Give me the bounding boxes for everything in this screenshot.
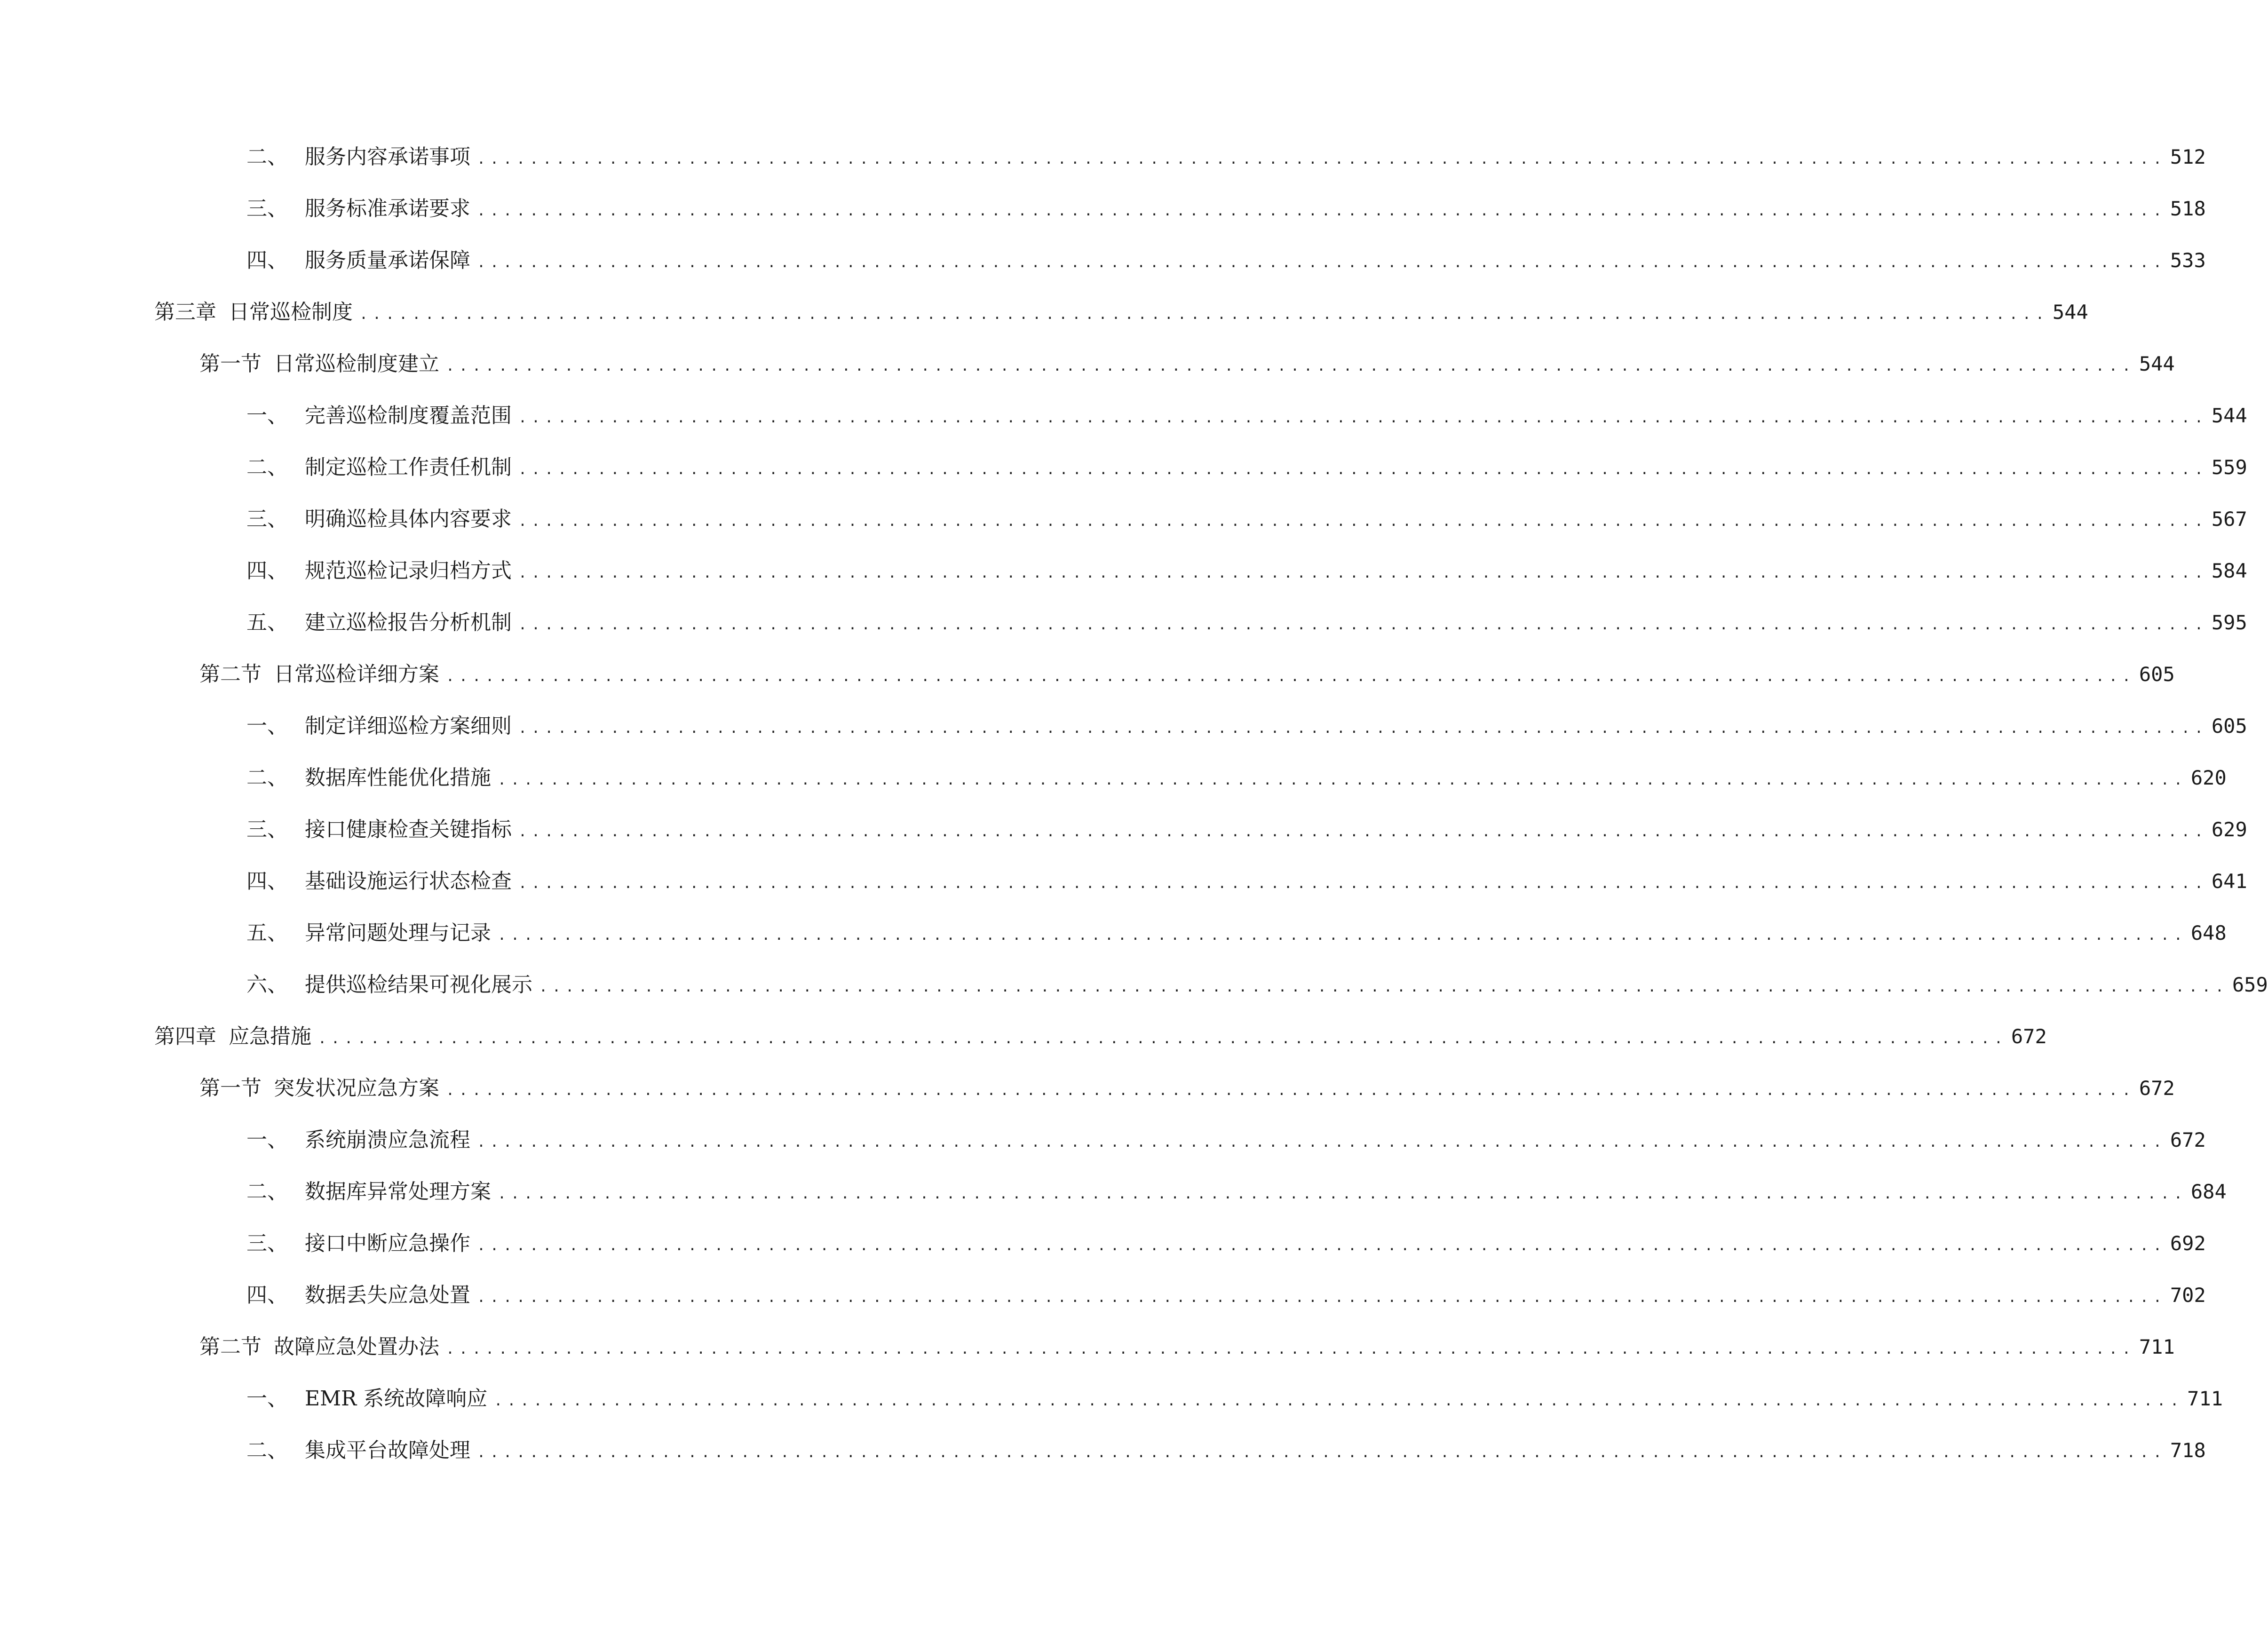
toc-entry-number: 第一节 [199,352,262,376]
toc-entry-title: 日常巡检制度 [229,300,353,324]
toc-entry-title: 数据库性能优化措施 [305,766,491,790]
toc-entry-page: 518 [2170,197,2206,220]
toc-entry-number: 三、 [246,817,288,841]
toc-section-entry[interactable] [199,1333,2175,1361]
toc-entry-page: 595 [2211,611,2247,634]
toc-entry-number: 二、 [246,766,288,790]
toc-entry[interactable] [246,195,2206,223]
toc-entry-page: 533 [2170,249,2206,272]
toc-entry-number: 第四章 [154,1024,216,1048]
toc-section-entry[interactable] [199,660,2175,689]
toc-entry[interactable] [246,971,2268,999]
toc-entry-number: 二、 [246,1180,288,1204]
toc-entry-number: 三、 [246,197,288,221]
toc-entry-title: 系统崩溃应急流程 [305,1128,470,1152]
toc-entry[interactable] [246,402,2247,430]
toc-entry-number: 第一节 [199,1076,262,1100]
toc-entry-title: 故障应急处置办法 [274,1335,439,1359]
dot-leader: ................................................................................................................................ [518,410,2208,426]
toc-entry-page: 702 [2170,1284,2206,1307]
dot-leader: ................................................................................................................................ [318,1031,2007,1047]
dot-leader: ................................................................................................................................ [446,358,2135,374]
dot-leader: ................................................................................................................................ [518,461,2208,478]
toc-entry-page: 672 [2170,1128,2206,1151]
dot-leader: ................................................................................................................................ [539,979,2228,995]
toc-entry-page: 584 [2211,559,2247,582]
dot-leader: ................................................................................................................................ [446,668,2135,685]
toc-entry-number: 一、 [246,1128,288,1152]
dot-leader: ................................................................................................................................ [518,617,2208,633]
toc-entry-page: 512 [2170,145,2206,168]
dot-leader: ................................................................................................................................ [477,254,2166,271]
toc-entry[interactable] [246,1385,2223,1413]
toc-entry-number: 三、 [246,1231,288,1255]
toc-entry-title: 完善巡检制度覆盖范围 [305,404,512,428]
toc-entry-page: 559 [2211,456,2247,479]
toc-entry-number: 五、 [246,921,288,945]
dot-leader: ................................................................................................................................ [498,772,2187,788]
toc-entry[interactable] [246,453,2247,482]
toc-entry-page: 648 [2190,921,2227,944]
toc-entry[interactable] [246,1126,2206,1154]
toc-entry-page: 684 [2190,1180,2227,1203]
toc-entry-number: 四、 [246,869,288,893]
toc-entry[interactable] [246,1178,2227,1206]
toc-entry-title: 数据库异常处理方案 [305,1180,491,1204]
toc-entry-title: 接口健康检查关键指标 [305,817,512,841]
toc-entry[interactable] [246,1436,2206,1465]
dot-leader: ................................................................................................................................ [477,203,2166,219]
toc-entry[interactable] [246,816,2247,844]
dot-leader: ................................................................................................................................ [518,875,2208,892]
toc-entry-page: 544 [2211,404,2247,427]
toc-chapter-entry[interactable] [154,298,2088,326]
toc-entry-title: 服务标准承诺要求 [305,197,470,221]
toc-entry-title: 服务质量承诺保障 [305,248,470,272]
toc-entry-number: 一、 [246,404,288,428]
toc-entry-number: 四、 [246,1283,288,1307]
toc-entry-number: 二、 [246,1438,288,1462]
toc-entry-page: 620 [2190,766,2227,789]
toc-entry-title: 接口中断应急操作 [305,1231,470,1255]
toc-entry-page: 672 [2011,1025,2047,1048]
toc-entry-title: 提供巡检结果可视化展示 [305,973,532,997]
toc-entry-page: 641 [2211,870,2247,893]
toc-chapter-entry[interactable] [154,1023,2047,1051]
dot-leader: ................................................................................................................................ [359,306,2049,323]
toc-entry-title: 明确巡检具体内容要求 [305,507,512,531]
toc-entry[interactable] [246,1281,2206,1309]
toc-entry-number: 三、 [246,507,288,531]
dot-leader: ................................................................................................................................ [446,1082,2135,1099]
toc-entry-title: 应急措施 [229,1024,311,1048]
dot-leader: ................................................................................................................................ [477,1444,2166,1461]
toc-entry-number: 六、 [246,973,288,997]
dot-leader: ................................................................................................................................ [518,824,2208,840]
toc-entry[interactable] [246,557,2247,585]
toc-entry[interactable] [246,505,2247,533]
toc-entry-title: 建立巡检报告分析机制 [305,611,512,635]
toc-entry-number: 第三章 [154,300,216,324]
toc-entry-page: 544 [2052,301,2088,324]
dot-leader: ................................................................................................................................ [518,565,2208,581]
toc-entry-title: 基础设施运行状态检查 [305,869,512,893]
dot-leader: ................................................................................................................................ [477,151,2166,167]
toc-entry-page: 692 [2170,1232,2206,1255]
toc-entry-page: 629 [2211,818,2247,841]
toc-entry-page: 605 [2139,663,2175,686]
toc-entry-title: 制定详细巡检方案细则 [305,714,512,738]
dot-leader: ................................................................................................................................ [477,1238,2166,1254]
toc-entry[interactable] [246,246,2206,275]
dot-leader: ................................................................................................................................ [518,720,2208,737]
toc-entry-title: 突发状况应急方案 [274,1076,439,1100]
toc-entry[interactable] [246,764,2227,792]
dot-leader: ................................................................................................................................ [446,1341,2135,1357]
toc-entry-title: 集成平台故障处理 [305,1438,470,1462]
toc-entry[interactable] [246,867,2247,896]
toc-entry-number: 二、 [246,145,288,169]
toc-entry-page: 567 [2211,508,2247,531]
toc-entry-title: EMR 系统故障响应 [305,1387,488,1411]
toc-entry-title: 规范巡检记录归档方式 [305,559,512,583]
toc-entry-number: 四、 [246,248,288,272]
toc-entry-title: 异常问题处理与记录 [305,921,491,945]
toc-entry-number: 一、 [246,714,288,738]
toc-entry-page: 711 [2139,1335,2175,1358]
toc-entry-number: 一、 [246,1387,288,1411]
toc-entry-title: 日常巡检详细方案 [274,662,439,686]
toc-entry-title: 数据丢失应急处置 [305,1283,470,1307]
toc-entry-page: 659 [2232,973,2268,996]
toc-entry[interactable] [246,919,2227,947]
toc-entry-number: 四、 [246,559,288,583]
toc-entry-number: 五、 [246,611,288,635]
dot-leader: ................................................................................................................................ [498,927,2187,944]
toc-entry-number: 二、 [246,455,288,479]
dot-leader: ................................................................................................................................ [494,1393,2184,1409]
toc-entry-number: 第二节 [199,662,262,686]
dot-leader: ................................................................................................................................ [518,513,2208,530]
toc-entry-page: 605 [2211,714,2247,738]
toc-entry-title: 服务内容承诺事项 [305,145,470,169]
toc-entry-page: 544 [2139,352,2175,375]
toc-entry[interactable] [246,143,2206,171]
toc-entry-page: 718 [2170,1439,2206,1462]
toc-entry-title: 日常巡检制度建立 [274,352,439,376]
toc-entry[interactable] [246,1230,2206,1258]
toc-entry-number: 第二节 [199,1335,262,1359]
toc-section-entry[interactable] [199,1074,2175,1103]
toc-entry-page: 711 [2187,1387,2223,1410]
toc-entry-page: 672 [2139,1077,2175,1100]
dot-leader: ................................................................................................................................ [498,1186,2187,1202]
toc-entry-title: 制定巡检工作责任机制 [305,455,512,479]
toc-entry[interactable] [246,712,2247,740]
toc-section-entry[interactable] [199,350,2175,378]
toc-entry[interactable] [246,609,2247,637]
dot-leader: ................................................................................................................................ [477,1289,2166,1306]
dot-leader: ................................................................................................................................ [477,1134,2166,1150]
